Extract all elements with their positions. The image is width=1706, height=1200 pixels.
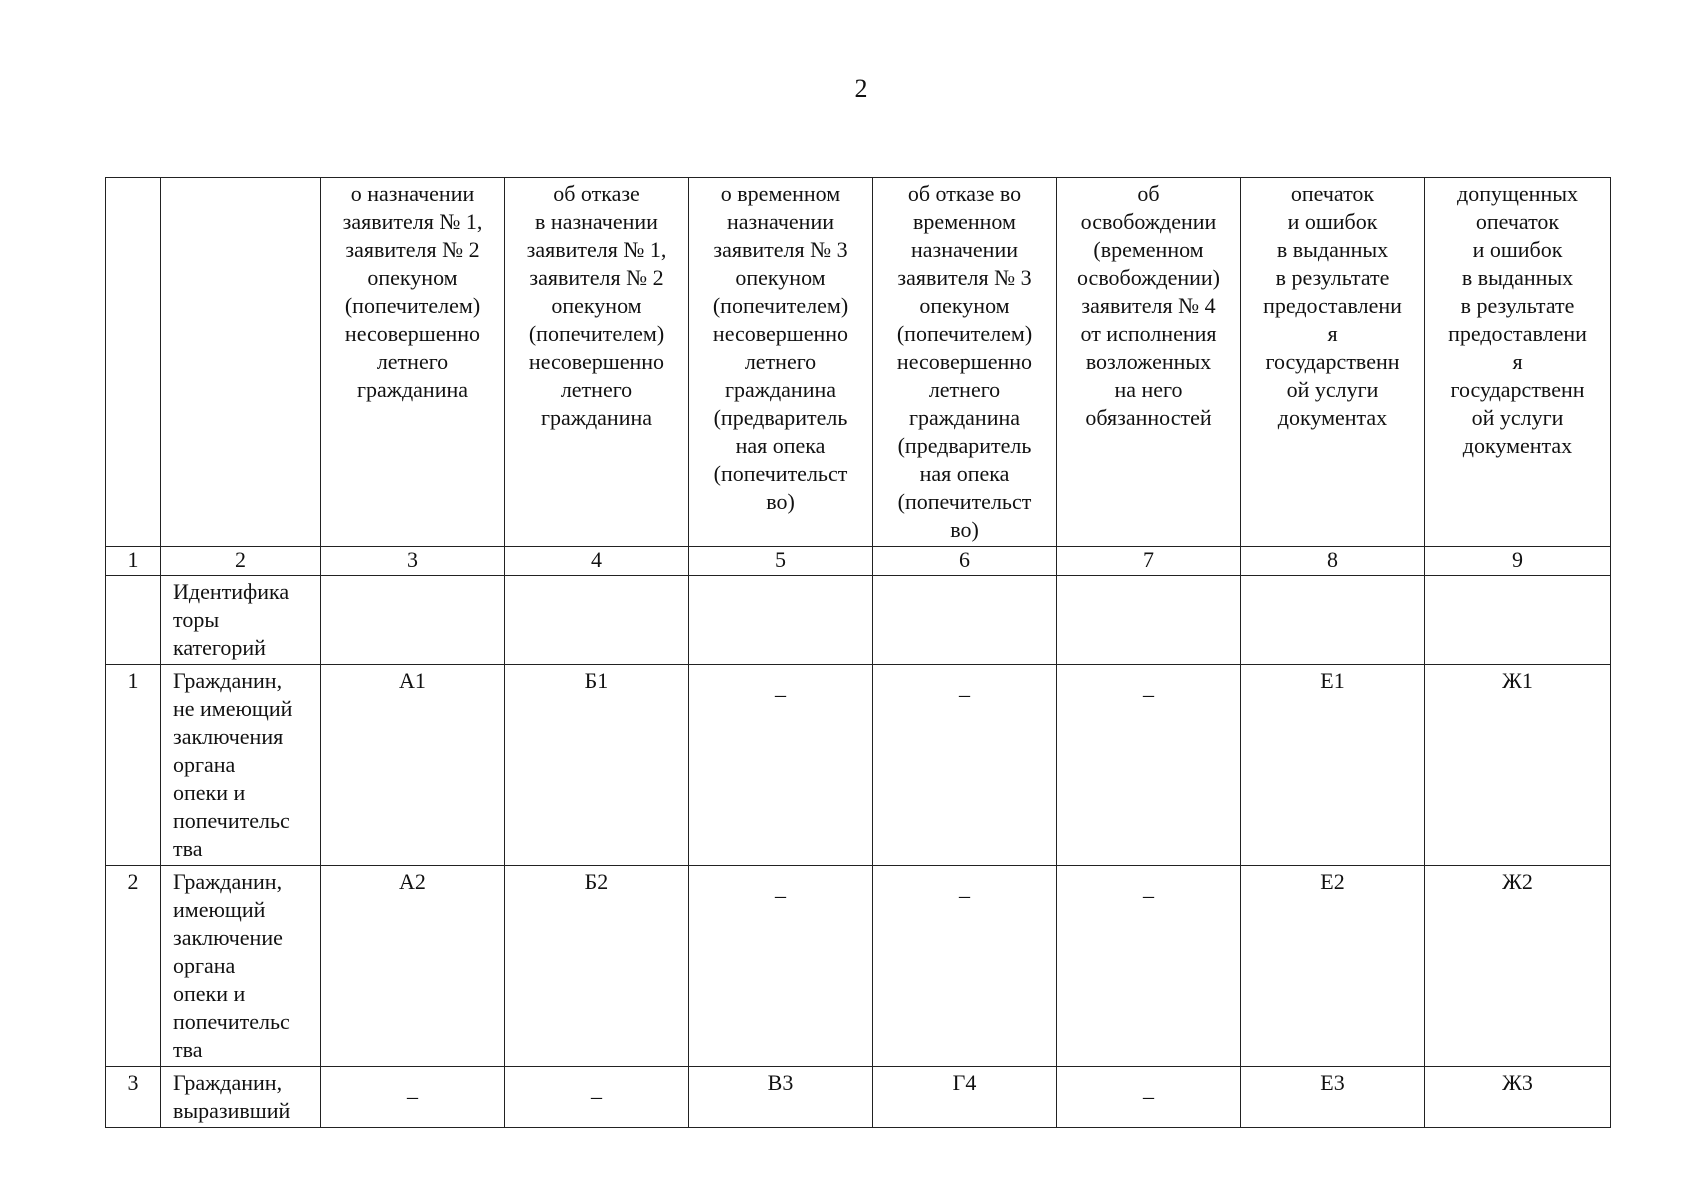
table-cell	[689, 576, 873, 665]
column-number: 4	[505, 547, 689, 576]
category-cell: Гражданин, не имеющий заключения органа опеки и попечительс тва	[161, 665, 321, 866]
identifier-cell	[321, 1067, 505, 1128]
table-header-row	[106, 178, 1611, 547]
identifier-cell: Б2	[505, 866, 689, 1067]
identifier-cell	[1057, 866, 1241, 1067]
header-cell: о назначении заявителя № 1, заявителя № 2 опекуном (попечителем) несовершенно летнего гражданина	[321, 178, 505, 547]
identifier-cell	[873, 866, 1057, 1067]
identifier-cell: Ж2	[1425, 866, 1611, 1067]
empty-dash: _	[407, 1076, 418, 1101]
empty-dash: _	[1143, 674, 1154, 699]
empty-dash: _	[591, 1076, 602, 1101]
identifier-cell	[689, 866, 873, 1067]
table-row	[106, 665, 1611, 866]
table-cell	[505, 576, 689, 665]
empty-dash: _	[775, 674, 786, 699]
header-cell: опечаток и ошибок в выданных в результате предоставлени я государственн ой услуги документах	[1241, 178, 1425, 547]
header-cell	[106, 178, 161, 547]
empty-dash: _	[959, 674, 970, 699]
identifiers-row	[106, 576, 1611, 665]
column-number: 6	[873, 547, 1057, 576]
identifier-cell: Г4	[873, 1067, 1057, 1128]
row-number: 3	[106, 1067, 161, 1128]
identifier-cell	[689, 665, 873, 866]
identifier-cell: Е2	[1241, 866, 1425, 1067]
column-number-row	[106, 547, 1611, 576]
identifier-cell: Ж1	[1425, 665, 1611, 866]
identifier-cell	[505, 1067, 689, 1128]
header-cell: допущенных опечаток и ошибок в выданных в результате предоставлени я государственн ой услуги документах	[1425, 178, 1611, 547]
empty-dash: _	[1143, 1076, 1154, 1101]
table-cell	[873, 576, 1057, 665]
identifier-cell	[873, 665, 1057, 866]
identifier-cell: А1	[321, 665, 505, 866]
page-number: 2	[854, 74, 868, 103]
column-number: 2	[161, 547, 321, 576]
identifier-cell: Ж3	[1425, 1067, 1611, 1128]
row-number: 1	[106, 665, 161, 866]
identifier-cell	[1057, 1067, 1241, 1128]
column-number: 5	[689, 547, 873, 576]
header-cell: об отказе в назначении заявителя № 1, заявителя № 2 опекуном (попечителем) несовершенно летнего гражданина	[505, 178, 689, 547]
category-cell: Гражданин, выразивший	[161, 1067, 321, 1128]
empty-dash: _	[959, 875, 970, 900]
table-row	[106, 1067, 1611, 1128]
identifier-cell: Е3	[1241, 1067, 1425, 1128]
identifier-cell: Е1	[1241, 665, 1425, 866]
column-number: 7	[1057, 547, 1241, 576]
column-number: 1	[106, 547, 161, 576]
empty-dash: _	[775, 875, 786, 900]
categories-table	[105, 177, 1611, 1128]
table-cell	[1057, 576, 1241, 665]
category-cell: Гражданин, имеющий заключение органа опеки и попечительс тва	[161, 866, 321, 1067]
table-cell	[1425, 576, 1611, 665]
identifier-cell: Б1	[505, 665, 689, 866]
header-cell: об освобождении (временном освобождении) заявителя № 4 от исполнения возложенных на него обязанностей	[1057, 178, 1241, 547]
header-cell	[161, 178, 321, 547]
column-number: 8	[1241, 547, 1425, 576]
header-cell: о временном назначении заявителя № 3 опекуном (попечителем) несовершенно летнего гражданина (предваритель ная опека (попечительст во)	[689, 178, 873, 547]
row-number	[106, 576, 161, 665]
identifier-cell: А2	[321, 866, 505, 1067]
column-number: 3	[321, 547, 505, 576]
identifier-cell: В3	[689, 1067, 873, 1128]
header-cell: об отказе во временном назначении заявителя № 3 опекуном (попечителем) несовершенно летнего гражданина (предваритель ная опека (попечительст во)	[873, 178, 1057, 547]
table-cell	[321, 576, 505, 665]
identifier-cell	[1057, 665, 1241, 866]
table-row	[106, 866, 1611, 1067]
identifiers-label: Идентифика торы категорий	[161, 576, 321, 665]
column-number: 9	[1425, 547, 1611, 576]
empty-dash: _	[1143, 875, 1154, 900]
row-number: 2	[106, 866, 161, 1067]
table-cell	[1241, 576, 1425, 665]
